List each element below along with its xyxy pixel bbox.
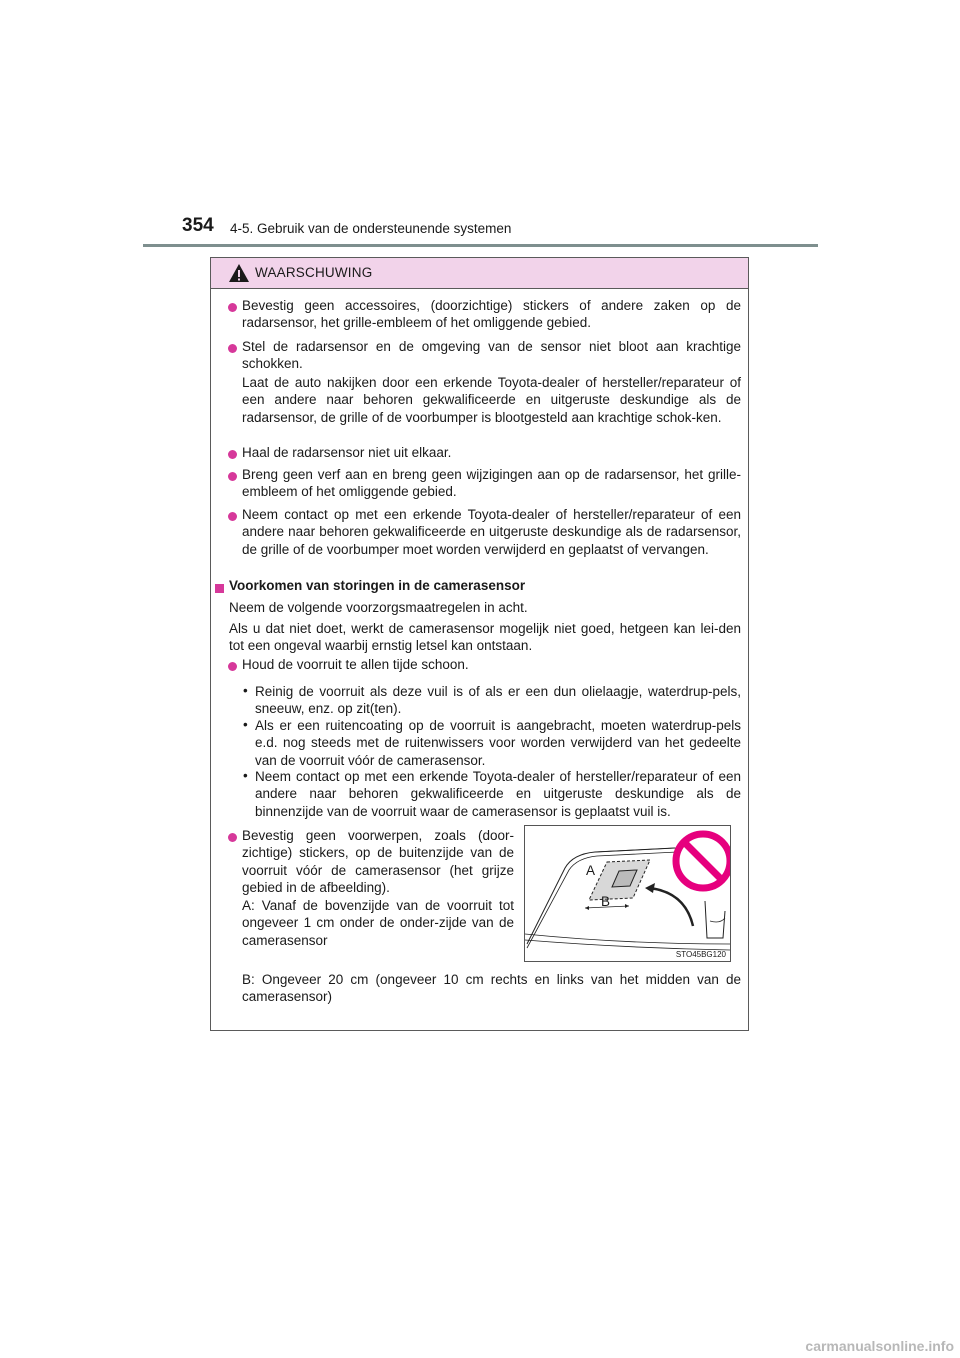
windshield-illustration bbox=[525, 826, 730, 961]
warning-item-4: Breng geen verf aan en breng geen wijzigingen aan op de radarsensor, het grille-embleem of het omliggende gebied. bbox=[242, 467, 741, 500]
section-heading: Voorkomen van storingen in de camerasensor bbox=[229, 578, 526, 593]
camera-sensor-figure bbox=[524, 825, 731, 962]
bullet-icon bbox=[228, 512, 237, 521]
clean-windshield-item: Houd de voorruit te allen tijde schoon. bbox=[242, 657, 469, 672]
sub-item-1: Reinig de voorruit als deze vuil is of als er een dun olielaagje, waterdrup-pels, sneeuw, enz. op zit(ten). bbox=[255, 684, 741, 717]
sub-item-3: Neem contact op met een erkende Toyota-dealer of hersteller/reparateur of een andere naar behoren gekwalificeerde en uitgeruste deskundige als de binnenzijde van de voorruit waar de camerasensor is geplaatst vuil is. bbox=[255, 769, 741, 819]
label-a: A bbox=[586, 863, 596, 878]
sticker-item: Bevestig geen voorwerpen, zoals (door-zichtige) stickers, op de buitenzijde van de voorruit vóór de camerasensor (het grijze gebied in de afbeelding). bbox=[242, 828, 514, 895]
warning-item-5: Neem contact op met een erkende Toyota-dealer of hersteller/reparateur of een andere naar behoren gekwalificeerde en uitgeruste deskundige als de radarsensor, de grille of de voorbumper moet worden verwijderd en geplaatst of vervangen. bbox=[242, 507, 741, 557]
bullet-icon bbox=[228, 450, 237, 459]
watermark: carmanualsonline.info bbox=[805, 1338, 954, 1354]
sub-bullet: • bbox=[243, 717, 248, 732]
chapter-title: 4-5. Gebruik van de ondersteunende systemen bbox=[230, 221, 512, 236]
warning-title: WAARSCHUWING bbox=[255, 265, 373, 280]
bullet-icon bbox=[228, 833, 237, 842]
page-number: 354 bbox=[182, 215, 214, 236]
bullet-icon bbox=[228, 662, 237, 671]
warning-item-3: Haal de radarsensor niet uit elkaar. bbox=[242, 445, 452, 460]
note-a: A: Vanaf de bovenzijde van de voorruit tot ongeveer 1 cm onder de onder-zijde van de camerasensor bbox=[242, 898, 514, 948]
section-intro: Neem de volgende voorzorgsmaatregelen in acht. bbox=[229, 600, 528, 615]
warning-triangle-icon bbox=[228, 263, 250, 283]
warning-item-2: Stel de radarsensor en de omgeving van de sensor niet bloot aan krachtige schokken. bbox=[242, 339, 741, 372]
warning-item-1: Bevestig geen accessoires, (doorzichtige) stickers of andere zaken op de radarsensor, het grille-embleem of het omliggende gebied. bbox=[242, 298, 741, 331]
section-intro-2: Als u dat niet doet, werkt de camerasensor mogelijk niet goed, hetgeen kan lei-den tot een ongeval waarbij ernstig letsel kan ontstaan. bbox=[229, 621, 741, 654]
sub-bullet: • bbox=[243, 683, 248, 698]
warning-header bbox=[211, 258, 748, 289]
header-rule bbox=[143, 244, 818, 247]
section-square-icon bbox=[215, 584, 224, 593]
sub-bullet: • bbox=[243, 768, 248, 783]
sub-item-2: Als er een ruitencoating op de voorruit is aangebracht, moeten waterdrup-pels e.d. nog steeds met de ruitenwissers voor worden verwijderd van het gedeelte van de voorruit vóór de camerasensor. bbox=[255, 718, 741, 768]
label-b: B bbox=[601, 894, 611, 909]
bullet-icon bbox=[228, 344, 237, 353]
bullet-icon bbox=[228, 303, 237, 312]
figure-code: STO45BG120 bbox=[675, 950, 726, 959]
bullet-icon bbox=[228, 472, 237, 481]
warning-item-2b: Laat de auto nakijken door een erkende Toyota-dealer of hersteller/reparateur of een andere naar behoren gekwalificeerde en uitgeruste deskundige als de radarsensor, de grille of de voorbumper is blootgesteld aan krachtige schok-ken. bbox=[242, 375, 741, 425]
note-b: B: Ongeveer 20 cm (ongeveer 10 cm rechts en links van het midden van de camerasensor) bbox=[242, 972, 741, 1005]
